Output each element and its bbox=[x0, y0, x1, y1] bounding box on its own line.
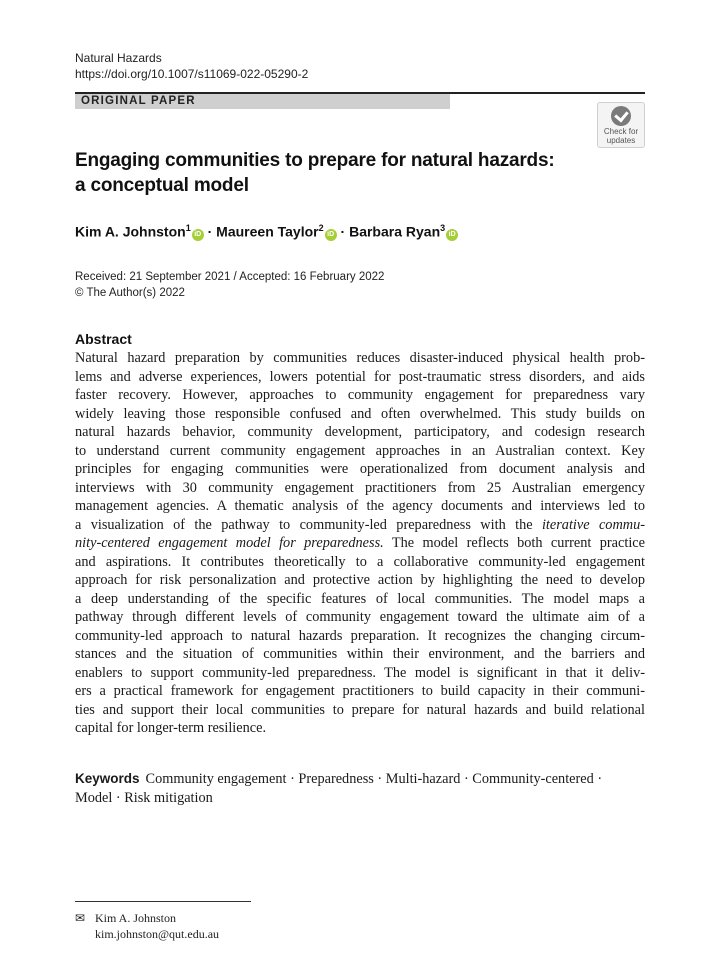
abstract-line: natural hazards behavior, community development, participatory, and codesign research bbox=[75, 424, 645, 440]
correspondence-email[interactable]: kim.johnston@qut.edu.au bbox=[95, 927, 220, 941]
abstract-line: enablers to support community-led preparedness. The model is significant in that it deliv- bbox=[75, 664, 645, 681]
abstract-line: interviews with 30 community engagement practitioners from 25 Australian emergency bbox=[75, 479, 645, 496]
author-name[interactable]: Barbara Ryan bbox=[349, 223, 441, 240]
abstract-line: faster recovery. However, approaches to community engagement for preparedness vary bbox=[75, 387, 645, 403]
check-updates-label-2: updates bbox=[606, 136, 636, 145]
check-updates-icon bbox=[611, 106, 631, 126]
author-affiliation: 2 bbox=[318, 223, 324, 233]
check-updates-label-1: Check for bbox=[603, 127, 639, 136]
keywords-line-1: Community engagement · Preparedness · Multi-hazard · Community-centered · bbox=[145, 771, 603, 787]
abstract-line: lems and adverse experiences, lowers potential for post-traumatic stress disorders, and aids bbox=[75, 368, 645, 385]
footnote-rule bbox=[75, 901, 251, 902]
abstract-line: widely leaving those responsible confused and often overwhelmed. This study builds on bbox=[75, 405, 645, 422]
envelope-icon: ✉ bbox=[75, 911, 86, 925]
abstract-line: to understand current community engagement approaches in an Australian context. Key bbox=[75, 442, 645, 459]
correspondence-name: Kim A. Johnston bbox=[95, 911, 177, 925]
copyright-notice: © The Author(s) 2022 bbox=[75, 287, 185, 299]
keywords-section bbox=[75, 769, 645, 808]
abstract-line: capital for longer-term resilience. bbox=[75, 720, 267, 736]
abstract-line: approach for risk personalization and protective action by highlighting the need to develop bbox=[75, 572, 645, 588]
received-accepted-dates: Received: 21 September 2021 / Accepted: 16 February 2022 bbox=[75, 271, 385, 283]
author-affiliation: 3 bbox=[440, 223, 446, 233]
journal-header bbox=[75, 50, 308, 82]
abstract-text bbox=[75, 349, 645, 738]
author-name[interactable]: Maureen Taylor bbox=[216, 223, 319, 240]
author-separator: · bbox=[340, 223, 346, 240]
keywords-label: Keywords bbox=[75, 771, 140, 786]
keywords-line-2: Model · Risk mitigation bbox=[75, 790, 213, 806]
orcid-icon[interactable]: iD bbox=[446, 229, 458, 241]
orcid-icon[interactable]: iD bbox=[325, 229, 337, 241]
abstract-line: nity-centered engagement model for preparedness. The model reflects both current practice bbox=[75, 535, 645, 551]
author-separator: · bbox=[207, 223, 213, 240]
section-label: ORIGINAL PAPER bbox=[75, 92, 450, 109]
abstract-line: and aspirations. It contributes theoretically to a collaborative community-led engagement bbox=[75, 553, 645, 570]
header-rule bbox=[450, 92, 645, 94]
author-name[interactable]: Kim A. Johnston bbox=[75, 223, 186, 240]
correspondence bbox=[75, 910, 219, 942]
abstract-line: principles for engaging communities were operationalized from document analysis and bbox=[75, 461, 645, 477]
journal-name: Natural Hazards bbox=[75, 51, 162, 65]
abstract-line: a deep understanding of the specific features of local communities. The model maps a bbox=[75, 590, 645, 607]
abstract-line: ers a practical framework for engagement practitioners to build capacity in their communi- bbox=[75, 683, 645, 699]
paper-title bbox=[75, 148, 595, 198]
doi-link[interactable]: https://doi.org/10.1007/s11069-022-05290-2 bbox=[75, 67, 309, 81]
orcid-icon[interactable]: iD bbox=[192, 229, 204, 241]
abstract-heading: Abstract bbox=[75, 331, 132, 347]
abstract-line: pathway through different levels of community engagement toward the ultimate aim of a bbox=[75, 609, 645, 625]
abstract-line: Natural hazard preparation by communities reduces disaster-induced physical health prob- bbox=[75, 350, 645, 366]
title-line-2: a conceptual model bbox=[75, 175, 249, 196]
abstract-line: management agencies. A thematic analysis of the agency documents and interviews led to bbox=[75, 498, 645, 514]
abstract-line: a visualization of the pathway to community-led preparedness with the iterative commu- bbox=[75, 516, 646, 533]
abstract-line: community-led approach to natural hazards preparation. It recognizes the changing circum- bbox=[75, 627, 645, 644]
abstract-line: ties and support their local communities to prepare for natural hazards and build relational bbox=[75, 701, 645, 718]
author-affiliation: 1 bbox=[185, 223, 191, 233]
author-list bbox=[75, 223, 458, 241]
check-for-updates-button[interactable] bbox=[597, 102, 645, 148]
abstract-line: stances and the situation of communities within their environment, and the barriers and bbox=[75, 646, 645, 662]
title-line-1: Engaging communities to prepare for natural hazards: bbox=[75, 150, 555, 171]
publication-dates bbox=[75, 269, 384, 301]
